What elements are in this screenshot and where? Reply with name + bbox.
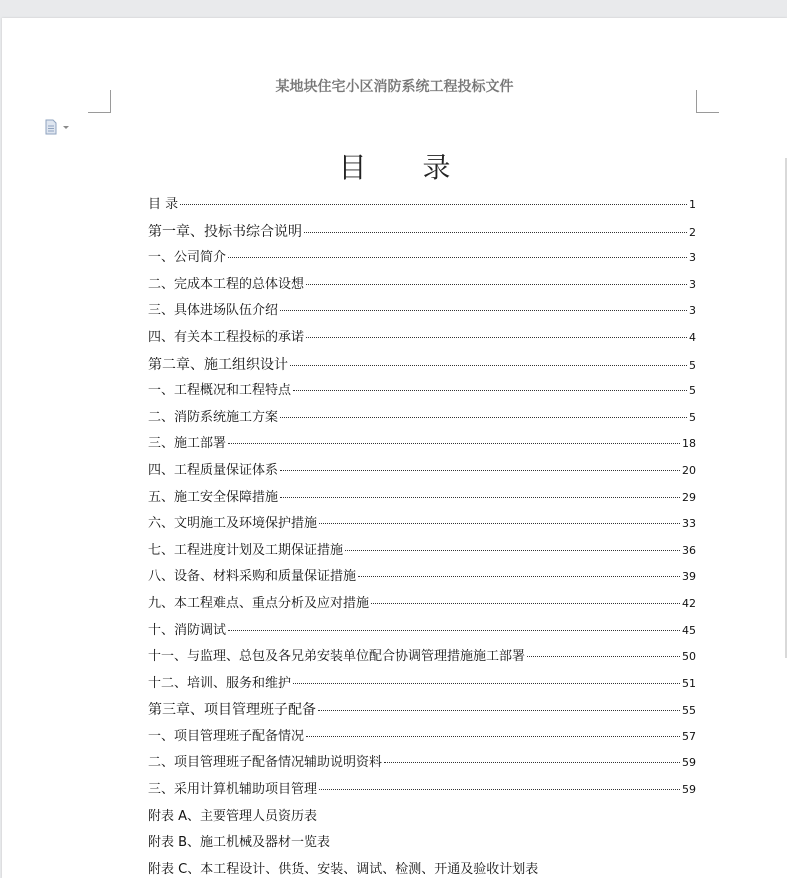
toc-heading: 目录 [338, 151, 507, 184]
toc-dot-leader [304, 232, 687, 233]
toc-dot-leader [306, 284, 687, 285]
toc-entry-text: 一、项目管理班子配备情况 [148, 728, 305, 744]
toc-entry-text: 二、项目管理班子配备情况辅助说明资料 [148, 755, 383, 771]
toc-dot-leader [280, 497, 680, 498]
toc-entry[interactable] [148, 724, 696, 751]
toc-page-number: 50 [682, 650, 696, 664]
toc-dot-leader [384, 762, 680, 763]
toc-entry[interactable] [148, 485, 696, 512]
toc-dot-leader [293, 683, 680, 684]
toc-entry-text: 四、有关本工程投标的承诺 [148, 329, 305, 345]
toc-dot-leader [293, 390, 687, 391]
toc-entry[interactable] [148, 245, 696, 272]
toc-page-number: 42 [682, 596, 696, 610]
document-dropdown-icon[interactable] [44, 119, 72, 135]
toc-page-number: 36 [682, 543, 696, 557]
toc-entry-text: 一、工程概况和工程特点 [148, 383, 292, 399]
toc-entry-text: 二、完成本工程的总体设想 [148, 276, 305, 292]
toc-entry[interactable] [148, 804, 696, 831]
toc-entry-text: 七、工程进度计划及工期保证措施 [148, 542, 344, 558]
toc-dot-leader [318, 710, 680, 711]
toc-page-number: 29 [682, 490, 696, 504]
toc-page-number: 2 [689, 225, 696, 239]
toc-page-number: 45 [682, 623, 696, 637]
toc-entry-text: 五、施工安全保障措施 [148, 489, 279, 505]
toc-entry[interactable] [148, 777, 696, 804]
toc-dot-leader [306, 337, 687, 338]
toc-entry-text: 附表 B、施工机械及器材一览表 [148, 835, 331, 851]
toc-page-number: 33 [682, 517, 696, 531]
toc-entry-text: 十一、与监理、总包及各兄弟安装单位配合协调管理措施施工部署 [148, 649, 526, 665]
toc-entry-text: 六、文明施工及环境保护措施 [148, 516, 318, 532]
toc-entry[interactable] [148, 458, 696, 485]
toc-page-number: 39 [682, 570, 696, 584]
toc-entry-text: 第三章、项目管理班子配备 [148, 702, 316, 719]
toc-entry[interactable] [148, 857, 696, 878]
toc-entry-text: 十二、培训、服务和维护 [148, 675, 292, 691]
toc-entry[interactable] [148, 511, 696, 538]
toc-page-number: 59 [682, 756, 696, 770]
toc-entry[interactable] [148, 591, 696, 618]
toc-entry-text: 第一章、投标书综合说明 [148, 223, 302, 240]
toc-page-number: 4 [689, 330, 696, 344]
toc-entry[interactable] [148, 272, 696, 299]
toc-dot-leader [228, 257, 687, 258]
toc-entry[interactable] [148, 219, 696, 246]
toc-page-number: 59 [682, 783, 696, 797]
toc-entry[interactable] [148, 644, 696, 671]
toc-page-number: 18 [682, 437, 696, 451]
toc-page-number: 3 [689, 251, 696, 265]
toc-entry-text: 二、消防系统施工方案 [148, 409, 279, 425]
toc-entry-text: 三、具体进场队伍介绍 [148, 303, 279, 319]
page-header-title: 某地块住宅小区消防系统工程投标文件 [275, 79, 514, 95]
toc-entry-text: 十、消防调试 [148, 622, 227, 638]
toc-dot-leader [280, 470, 680, 471]
toc-entry-text: 三、施工部署 [148, 436, 227, 452]
toc-dot-leader [345, 550, 680, 551]
toc-dot-leader [280, 310, 687, 311]
toc-dot-leader [371, 603, 680, 604]
toc-dot-leader [358, 576, 680, 577]
toc-dot-leader [319, 789, 680, 790]
crop-mark-left [88, 90, 111, 113]
toc-entry[interactable] [148, 298, 696, 325]
toc-entry-text: 目 录 [148, 197, 179, 212]
toc-page-number: 3 [689, 277, 696, 291]
document-page [2, 18, 787, 878]
toc-dot-leader [527, 656, 680, 657]
table-of-contents [148, 192, 696, 878]
toc-page-number: 55 [682, 704, 696, 718]
toc-entry[interactable] [148, 618, 696, 645]
toc-dot-leader [228, 630, 680, 631]
toc-entry-text: 九、本工程难点、重点分析及应对措施 [148, 595, 370, 611]
toc-page-number: 5 [689, 358, 696, 372]
toc-entry[interactable] [148, 325, 696, 352]
toc-entry-text: 四、工程质量保证体系 [148, 462, 279, 478]
toc-dot-leader [319, 523, 680, 524]
toc-page-number: 5 [689, 410, 696, 424]
toc-entry-text: 附表 A、主要管理人员资历表 [148, 808, 318, 824]
toc-entry[interactable] [148, 750, 696, 777]
toc-entry-text: 第二章、施工组织设计 [148, 356, 288, 373]
toc-dot-leader [180, 204, 687, 205]
toc-entry[interactable] [148, 431, 696, 458]
toc-entry-text: 一、公司简介 [148, 250, 227, 266]
toc-page-number: 20 [682, 463, 696, 477]
toc-entry[interactable] [148, 697, 696, 724]
crop-mark-right [696, 90, 719, 113]
toc-entry[interactable] [148, 538, 696, 565]
toc-entry[interactable] [148, 671, 696, 698]
toc-entry[interactable] [148, 352, 696, 379]
toc-page-number: 1 [689, 198, 696, 211]
toc-entry[interactable] [148, 564, 696, 591]
toc-entry-text: 三、采用计算机辅助项目管理 [148, 782, 318, 798]
toc-page-number: 3 [689, 304, 696, 318]
toc-dot-leader [228, 443, 680, 444]
toc-entry-text: 八、设备、材料采购和质量保证措施 [148, 569, 357, 585]
toc-page-number: 5 [689, 384, 696, 398]
toc-entry[interactable] [148, 405, 696, 432]
toc-page-number: 51 [682, 676, 696, 690]
toc-dot-leader [306, 736, 680, 737]
toc-entry[interactable] [148, 830, 696, 857]
toc-entry-text: 附表 C、本工程设计、供货、安装、调试、检测、开通及验收计划表 [148, 861, 539, 877]
toc-entry[interactable] [148, 378, 696, 405]
toc-page-number: 57 [682, 729, 696, 743]
toc-dot-leader [290, 365, 687, 366]
toc-entry[interactable] [148, 192, 696, 219]
toc-dot-leader [280, 417, 687, 418]
